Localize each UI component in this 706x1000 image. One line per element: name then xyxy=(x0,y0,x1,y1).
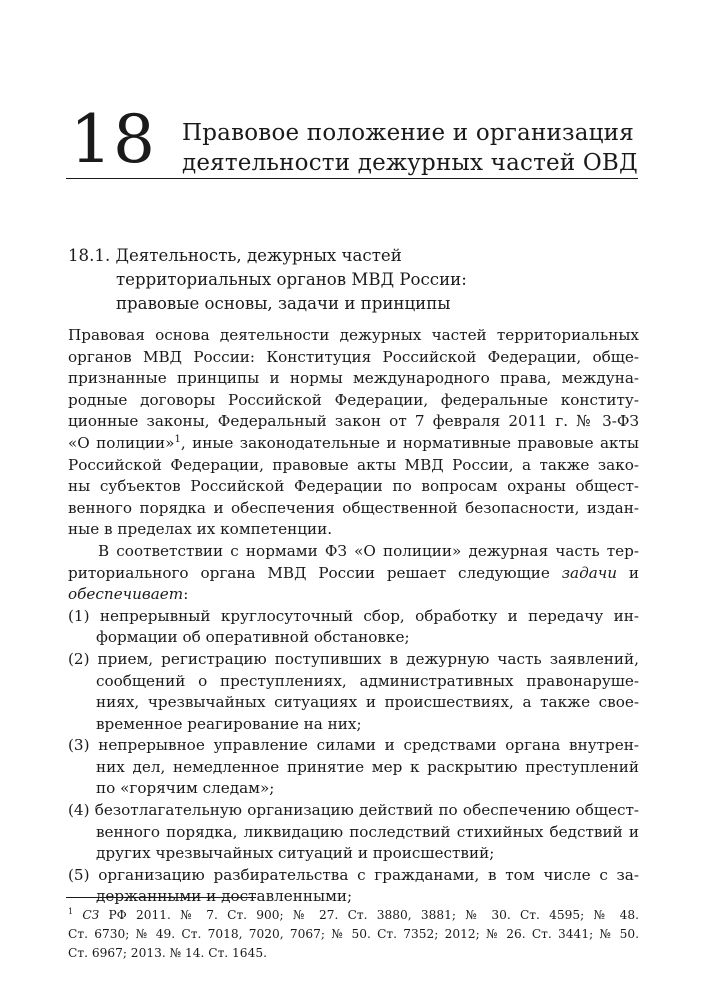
text-line: ционные законы, Федеральный закон от 7 февраля 2011 г. № 3-ФЗ xyxy=(68,412,639,431)
footnote-divider xyxy=(66,897,256,898)
text-line: ные в пределах их компетенции. xyxy=(68,520,333,539)
list-item-line: них дел, немедленное принятие мер к раскрытию преступлений xyxy=(96,757,639,776)
footnote-mark: 1 xyxy=(68,907,74,916)
list-item-line: (2) прием, регистрацию поступивших в дежурную часть заявлений, xyxy=(68,649,639,668)
list-item-line: временное реагирование на них; xyxy=(96,714,362,733)
section-heading xyxy=(68,244,628,316)
footnote-line xyxy=(68,906,639,925)
emphasis: обеспечивает xyxy=(68,585,184,604)
list-item-line: формации об оперативной обстановке; xyxy=(96,628,410,647)
chapter-title xyxy=(182,118,638,178)
section-heading-line: правовые основы, задачи и принципы xyxy=(116,294,451,313)
footnote xyxy=(68,906,639,963)
footnote-reference[interactable]: 1 xyxy=(174,433,181,445)
section-heading-line: 18.1. Деятельность, дежурных частей xyxy=(68,246,402,265)
list-item-line: держанными и доставленными; xyxy=(96,887,353,906)
text-line xyxy=(68,433,639,455)
text-line: признанные принципы и нормы международного права, междуна- xyxy=(68,369,639,388)
chapter-divider xyxy=(66,178,638,179)
text-line: венного порядка и обеспечения общественной безопасности, издан- xyxy=(68,498,639,517)
chapter-title-line: деятельности дежурных частей ОВД xyxy=(182,150,638,176)
text-line xyxy=(68,584,639,606)
footnote-line: Ст. 6730; № 49. Ст. 7018, 7020, 7067; № 50. Ст. 7352; 2012; № 26. Ст. 3441; № 50. xyxy=(68,927,639,941)
footnote-line: Ст. 6967; 2013. № 14. Ст. 1645. xyxy=(68,946,267,960)
list-item-line: (3) непрерывное управление силами и средствами органа внутрен- xyxy=(68,736,639,755)
text-fragment: и xyxy=(617,563,640,582)
text-line xyxy=(68,563,639,585)
text-fragment: РФ 2011. № 7. Ст. 900; № 27. Ст. 3880, 3881; № 30. Ст. 4595; № 48. xyxy=(99,908,639,922)
body-text xyxy=(68,325,639,908)
emphasis: задачи xyxy=(561,563,617,582)
list-item-line: других чрезвычайных ситуаций и происшествий; xyxy=(96,844,495,863)
footnote-source: СЗ xyxy=(82,908,100,922)
list-item-line: (4) безотлагательную организацию действий по обеспечению общест- xyxy=(68,801,639,820)
text-fragment: «О полиции» xyxy=(68,433,175,452)
chapter-title-line: Правовое положение и организация xyxy=(182,120,634,146)
list-item-line: ниях, чрезвычайных ситуациях и происшествиях, а также свое- xyxy=(96,693,639,712)
text-fragment: : xyxy=(183,585,189,604)
list-item-line: по «горячим следам»; xyxy=(96,779,275,798)
section-heading-line: территориальных органов МВД России: xyxy=(116,270,467,289)
list-item-line: сообщений о преступлениях, административных правонаруше- xyxy=(96,671,639,690)
list-item-line: (5) организацию разбирательства с гражданами, в том числе с за- xyxy=(68,865,639,884)
list-item-line: (1) непрерывный круглосуточный сбор, обработку и передачу ин- xyxy=(68,606,639,625)
text-line: родные договоры Российской Федерации, федеральные конститу- xyxy=(68,390,639,409)
text-fragment: , иные законодательные и нормативные правовые акты xyxy=(180,433,639,452)
text-line: В соответствии с нормами ФЗ «О полиции» дежурная часть тер- xyxy=(98,541,639,560)
text-line: органов МВД России: Конституция Российской Федерации, обще- xyxy=(68,347,639,366)
list-item-line: венного порядка, ликвидацию последствий стихийных бедствий и xyxy=(96,822,639,841)
text-fragment: риториального органа МВД России решает следующие xyxy=(68,563,562,582)
text-line: Правовая основа деятельности дежурных частей территориальных xyxy=(68,326,639,344)
text-line: Российской Федерации, правовые акты МВД России, а также зако- xyxy=(68,455,639,474)
chapter-number: 18 xyxy=(70,101,156,178)
text-line: ны субъектов Российской Федерации по вопросам охраны общест- xyxy=(68,477,639,496)
